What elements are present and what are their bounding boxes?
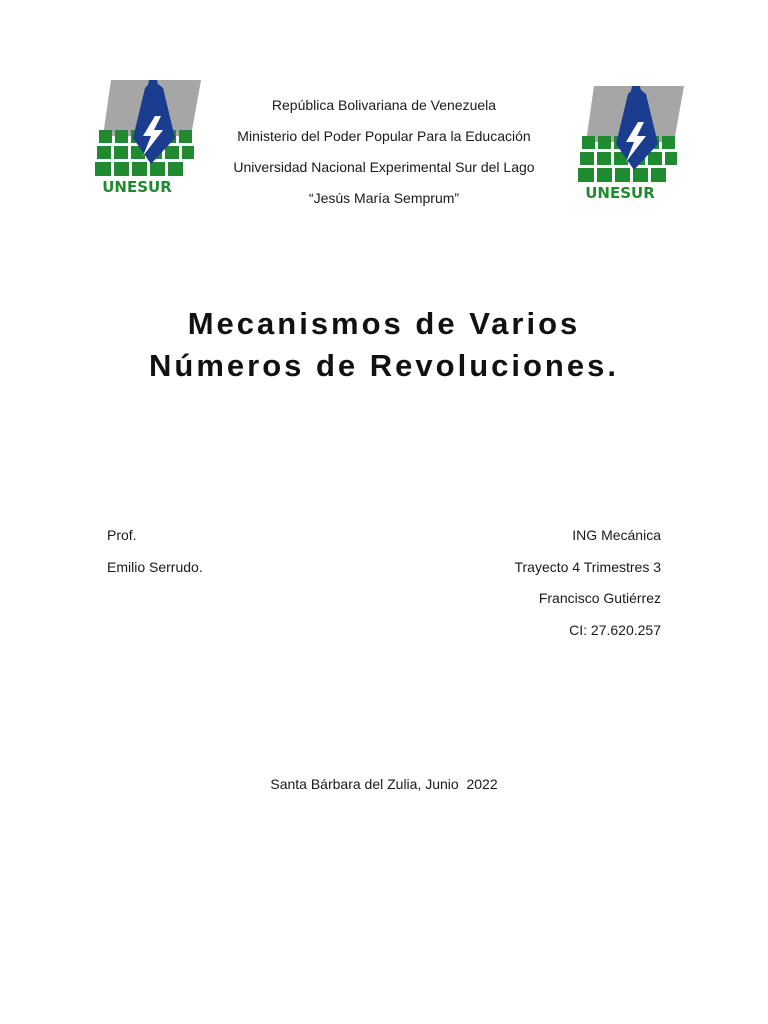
header-line-republic: República Bolivariana de Venezuela	[271, 97, 497, 113]
student-name: Francisco Gutiérrez	[538, 590, 661, 606]
professor-name: Emilio Serrudo.	[107, 558, 203, 575]
title-line-1: Mecanismos de Varios	[187, 306, 581, 341]
professor-block	[107, 520, 203, 583]
student-block	[514, 520, 661, 646]
unesur-logo-icon	[93, 78, 205, 196]
place-date: Santa Bárbara del Zulia, Junio 2022	[270, 776, 498, 792]
unesur-logo-text: UNESUR	[102, 178, 172, 196]
student-trayecto: Trayecto 4 Trimestres 3	[514, 558, 661, 575]
student-ci: CI: 27.620.257	[569, 621, 661, 638]
title-line-2: Números de Revoluciones.	[149, 348, 619, 383]
unesur-logo-icon	[576, 84, 688, 202]
unesur-logo-right	[576, 84, 688, 202]
professor-label: Prof.	[107, 527, 137, 543]
unesur-logo-text: UNESUR	[585, 184, 655, 202]
unesur-logo-left	[93, 78, 205, 196]
header-line-ministry: Ministerio del Poder Popular Para la Educación	[237, 128, 531, 144]
document-title	[0, 303, 768, 387]
header-line-eponym: “Jesús María Semprum”	[308, 190, 460, 206]
student-career: ING Mecánica	[572, 527, 661, 543]
institution-header	[200, 90, 568, 214]
header-line-university: Universidad Nacional Experimental Sur del Lago	[233, 159, 535, 175]
